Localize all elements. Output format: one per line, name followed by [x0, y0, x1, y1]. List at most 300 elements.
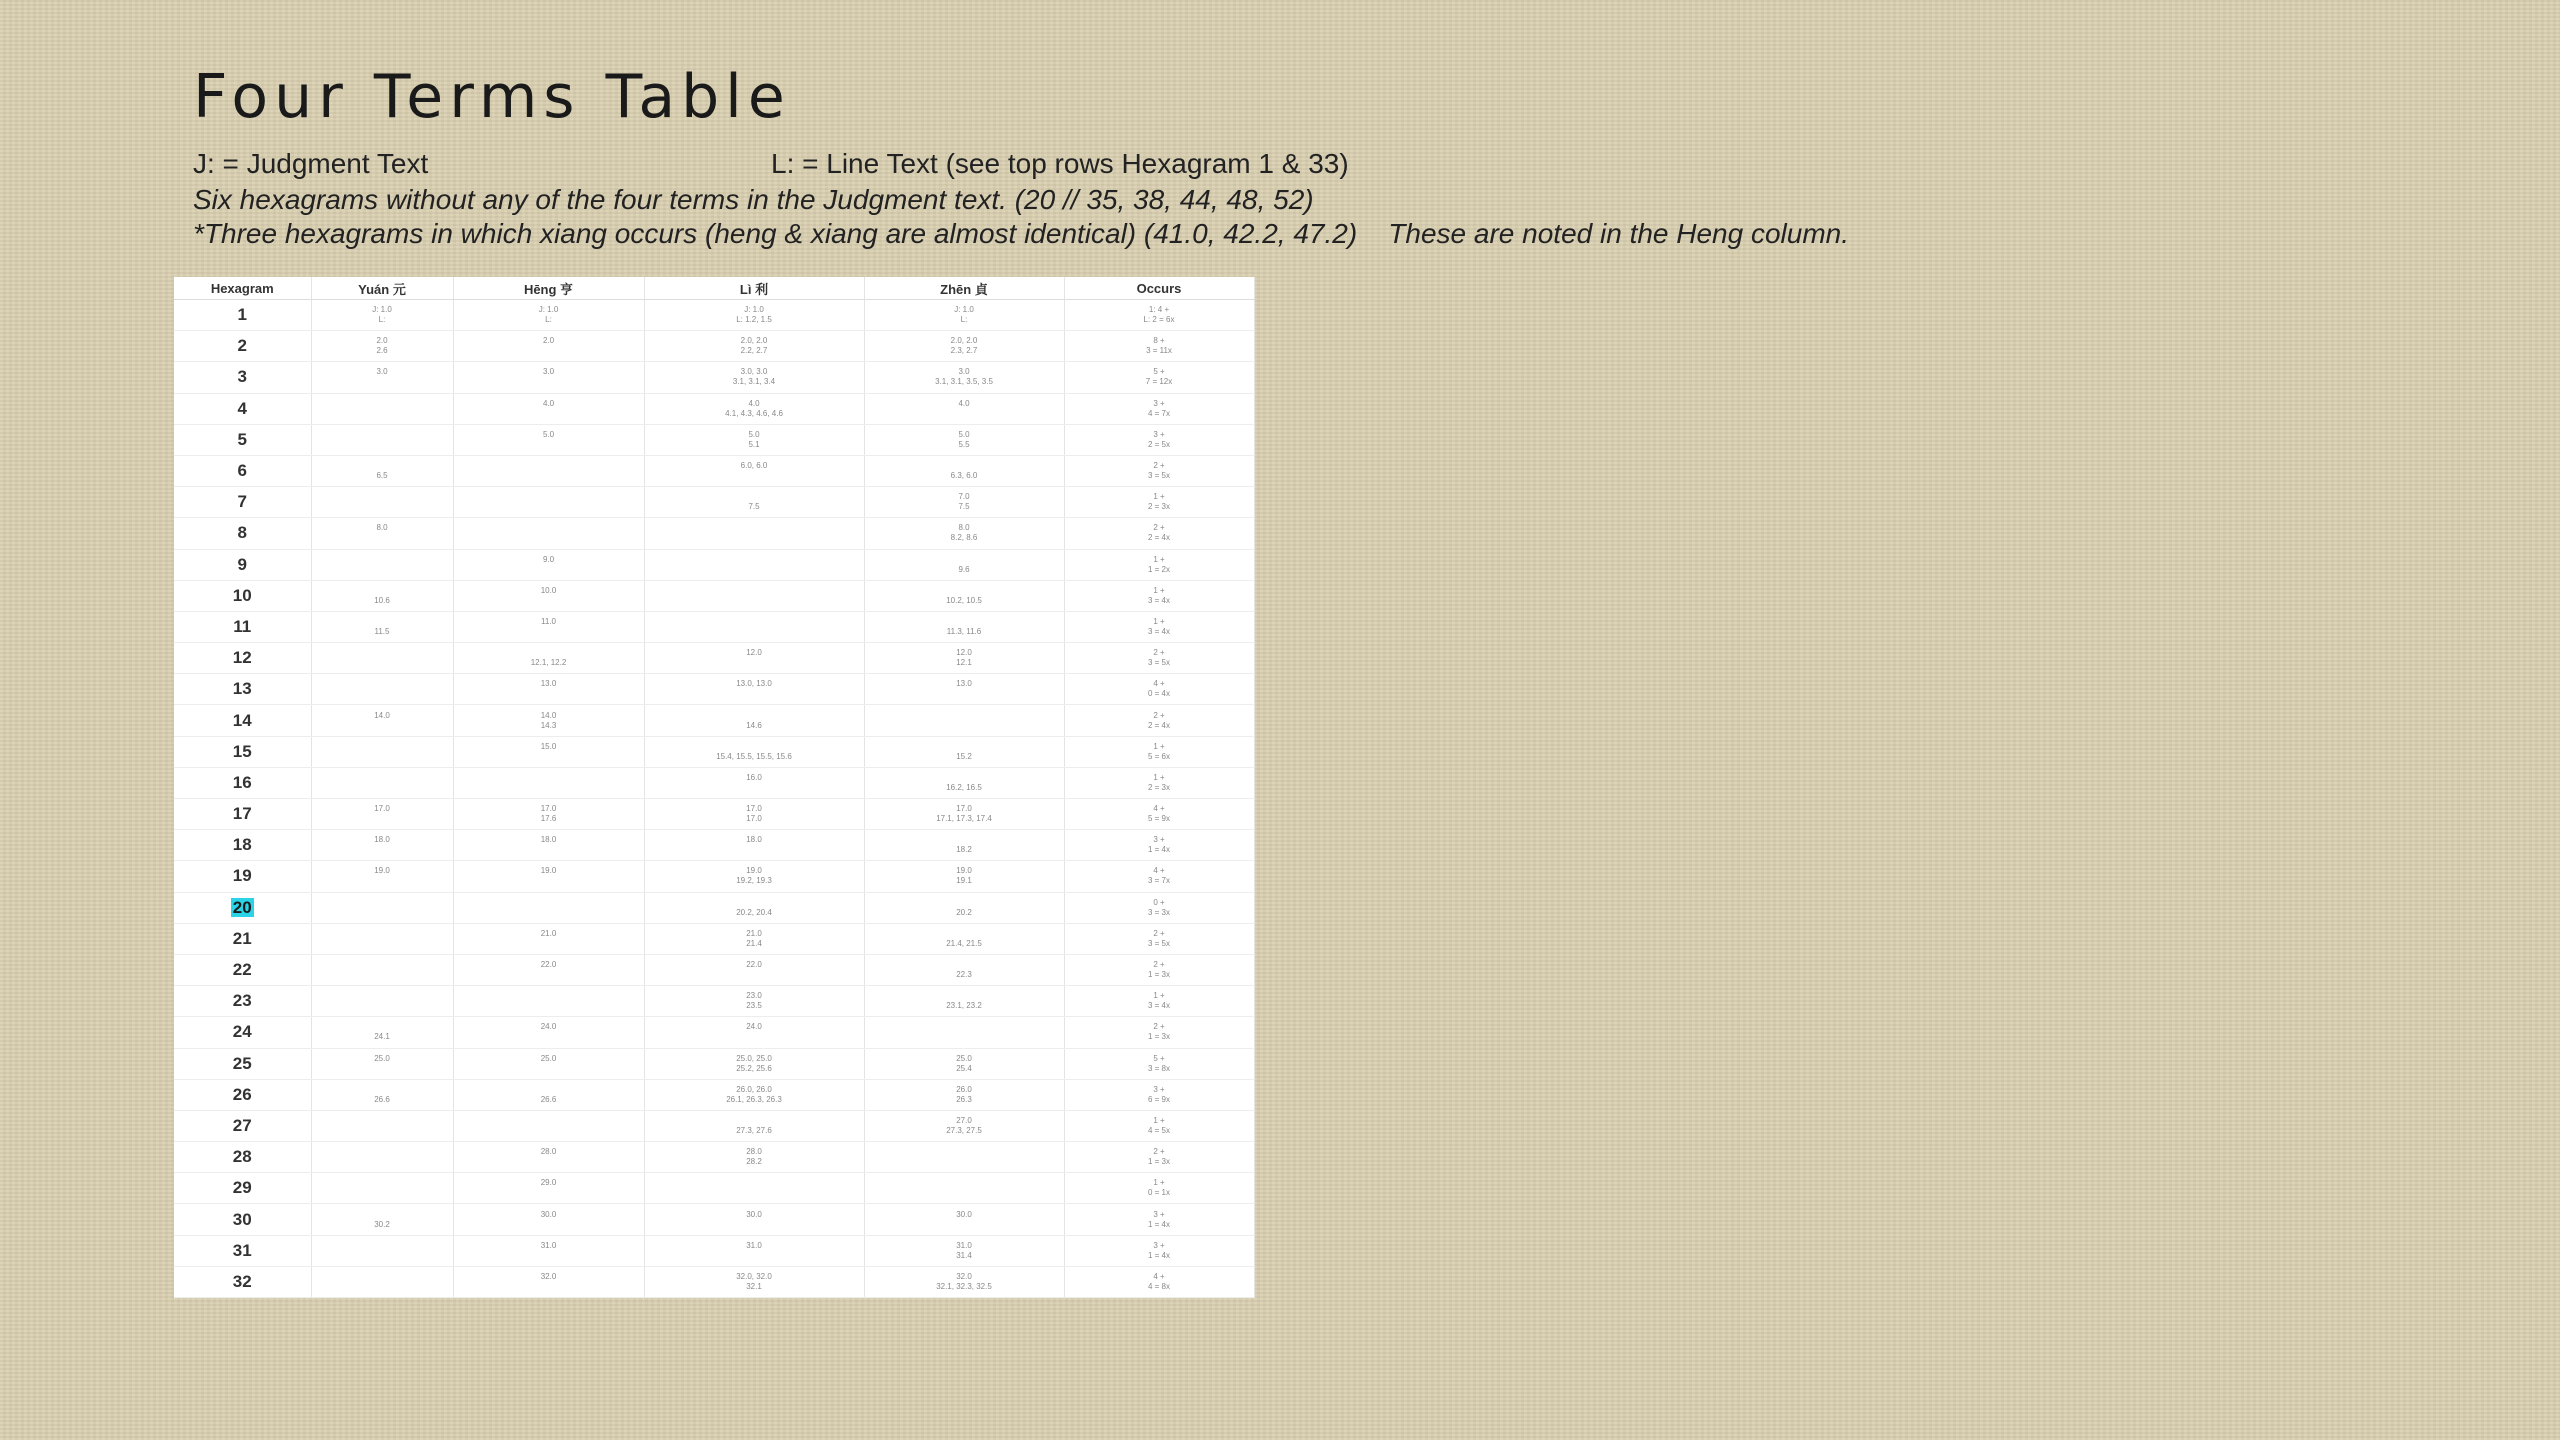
- li-judgment-ref: 21.0: [746, 928, 762, 938]
- table-row: [174, 736, 1254, 767]
- occurs-line-ref: 5 = 9x: [1147, 814, 1170, 824]
- heng-cell: [453, 487, 644, 518]
- hexagram-number-cell: [174, 736, 311, 767]
- hexagram-number-cell: [174, 986, 311, 1017]
- hexagram-number: 10: [232, 585, 252, 605]
- column-header-hexagram: Hexagram: [174, 277, 311, 300]
- yuan-cell: [311, 611, 453, 642]
- table-row: [174, 518, 1254, 549]
- occurs-judgment-ref: 3 +: [1153, 1084, 1165, 1094]
- yuan-judgment-ref: J: 1.0: [372, 305, 392, 315]
- zhen-cell: [864, 393, 1064, 424]
- yuan-cell: [311, 518, 453, 549]
- table-row: [174, 986, 1254, 1017]
- heng-cell: [453, 580, 644, 611]
- hexagram-number-cell: [174, 1173, 311, 1204]
- hexagram-number: 19: [232, 866, 252, 886]
- occurs-judgment-ref: 2 +: [1153, 648, 1165, 658]
- occurs-cell: [1064, 611, 1254, 642]
- li-cell: [644, 1266, 864, 1297]
- li-cell: [644, 331, 864, 362]
- heng-cell: [453, 1079, 644, 1110]
- li-judgment-ref: 31.0: [746, 1240, 762, 1250]
- zhen-line-ref: 2.3, 2.7: [950, 346, 978, 356]
- heng-cell: [453, 830, 644, 861]
- yuan-judgment-ref: 2.0: [376, 336, 388, 346]
- yuan-cell: [311, 767, 453, 798]
- heng-cell: [453, 611, 644, 642]
- yuan-cell: [311, 393, 453, 424]
- table-row: [174, 331, 1254, 362]
- table-row: [174, 549, 1254, 580]
- four-terms-table-panel: [174, 277, 1254, 1298]
- li-line-ref: 15.4, 15.5, 15.5, 15.6: [716, 751, 792, 761]
- hexagram-number-cell: [174, 362, 311, 393]
- occurs-judgment-ref: 2 +: [1153, 928, 1165, 938]
- yuan-cell: [311, 799, 453, 830]
- occurs-line-ref: 3 = 4x: [1147, 626, 1170, 636]
- occurs-judgment-ref: 2 +: [1153, 523, 1165, 533]
- zhen-judgment-ref: 25.0: [956, 1053, 972, 1063]
- heng-judgment-ref: 31.0: [540, 1240, 557, 1250]
- yuan-cell: [311, 1142, 453, 1173]
- occurs-judgment-ref: 4 +: [1153, 804, 1165, 814]
- occurs-judgment-ref: 0 +: [1153, 897, 1165, 907]
- heng-judgment-ref: 29.0: [540, 1178, 557, 1188]
- heng-cell: [453, 1110, 644, 1141]
- column-header-occurs: Occurs: [1064, 277, 1254, 300]
- occurs-line-ref: 7 = 12x: [1145, 377, 1173, 387]
- li-line-ref: 4.1, 4.3, 4.6, 4.6: [725, 408, 783, 418]
- heng-cell: [453, 954, 644, 985]
- li-line-ref: 20.2, 20.4: [736, 907, 772, 917]
- heng-judgment-ref: 11.0: [541, 616, 556, 626]
- zhen-line-ref: 6.3, 6.0: [950, 471, 978, 481]
- column-header-yuan: Yuán 元: [311, 277, 453, 300]
- heng-judgment-ref: J: 1.0: [538, 305, 559, 315]
- heng-cell: [453, 455, 644, 486]
- table-row: [174, 455, 1254, 486]
- occurs-judgment-ref: 5 +: [1153, 1053, 1165, 1063]
- xiang-note-italic: *Three hexagrams in which xiang occurs (heng & xiang are almost identical) (41.0, 42.2, 47.2): [193, 218, 1358, 249]
- zhen-line-ref: 32.1, 32.3, 32.5: [936, 1281, 992, 1291]
- heng-judgment-ref: 28.0: [540, 1147, 557, 1157]
- zhen-cell: [864, 736, 1064, 767]
- zhen-cell: [864, 1235, 1064, 1266]
- li-cell: [644, 1204, 864, 1235]
- yuan-cell: [311, 986, 453, 1017]
- zhen-cell: [864, 424, 1064, 455]
- occurs-judgment-ref: 4 +: [1153, 866, 1165, 876]
- zhen-line-ref: 9.6: [958, 564, 970, 574]
- li-judgment-ref: 13.0, 13.0: [736, 679, 772, 689]
- occurs-judgment-ref: 1 +: [1153, 585, 1165, 595]
- occurs-cell: [1064, 455, 1254, 486]
- heng-cell: [453, 736, 644, 767]
- zhen-line-ref: 15.2: [956, 751, 972, 761]
- yuan-line-ref: 6.5: [376, 471, 388, 481]
- hexagram-number: 20: [232, 897, 252, 917]
- li-cell: [644, 455, 864, 486]
- heng-judgment-ref: 2.0: [542, 336, 555, 346]
- zhen-line-ref: 25.4: [956, 1063, 972, 1073]
- occurs-line-ref: 3 = 5x: [1147, 471, 1170, 481]
- hexagram-number-cell: [174, 424, 311, 455]
- yuan-judgment-ref: 14.0: [374, 710, 390, 720]
- table-row: [174, 1110, 1254, 1141]
- hexagram-number: 14: [232, 710, 252, 730]
- table-row: [174, 954, 1254, 985]
- zhen-cell: [864, 1079, 1064, 1110]
- hexagram-number: 30: [232, 1209, 252, 1229]
- hexagram-number-cell: [174, 923, 311, 954]
- li-cell: [644, 1142, 864, 1173]
- occurs-cell: [1064, 1048, 1254, 1079]
- li-line-ref: 25.2, 25.6: [736, 1063, 772, 1073]
- occurs-cell: [1064, 830, 1254, 861]
- yuan-cell: [311, 549, 453, 580]
- occurs-line-ref: 2 = 5x: [1147, 439, 1170, 449]
- li-cell: [644, 892, 864, 923]
- li-cell: [644, 861, 864, 892]
- zhen-cell: [864, 362, 1064, 393]
- heng-cell: [453, 767, 644, 798]
- line-definition: L: = Line Text (see top rows Hexagram 1 & 33): [771, 148, 1349, 179]
- zhen-line-ref: 3.1, 3.1, 3.5, 3.5: [935, 377, 993, 387]
- heng-cell: [453, 1017, 644, 1048]
- occurs-line-ref: 3 = 7x: [1147, 876, 1170, 886]
- hexagram-number-cell: [174, 393, 311, 424]
- heng-cell: [453, 986, 644, 1017]
- heng-judgment-ref: 9.0: [542, 554, 555, 564]
- zhen-cell: [864, 455, 1064, 486]
- column-header-heng: Hēng 亨: [453, 277, 644, 300]
- li-cell: [644, 487, 864, 518]
- zhen-line-ref: 26.3: [956, 1094, 972, 1104]
- li-cell: [644, 393, 864, 424]
- occurs-cell: [1064, 705, 1254, 736]
- li-cell: [644, 643, 864, 674]
- occurs-line-ref: 2 = 3x: [1147, 502, 1170, 512]
- occurs-cell: [1064, 767, 1254, 798]
- heng-judgment-ref: 21.0: [540, 928, 557, 938]
- hexagram-number-cell: [174, 611, 311, 642]
- zhen-judgment-ref: 13.0: [956, 679, 972, 689]
- heng-cell: [453, 362, 644, 393]
- yuan-cell: [311, 331, 453, 362]
- zhen-judgment-ref: 27.0: [956, 1115, 972, 1125]
- zhen-cell: [864, 799, 1064, 830]
- yuan-cell: [311, 300, 453, 331]
- zhen-judgment-ref: 5.0: [958, 429, 970, 439]
- zhen-judgment-ref: J: 1.0: [954, 305, 974, 315]
- occurs-judgment-ref: 1: 4 +: [1148, 305, 1170, 315]
- li-judgment-ref: 2.0, 2.0: [740, 336, 768, 346]
- yuan-cell: [311, 580, 453, 611]
- hexagram-number-cell: [174, 549, 311, 580]
- judgment-definition: J: = Judgment Text: [193, 148, 429, 179]
- heng-cell: [453, 1235, 644, 1266]
- hexagram-number-cell: [174, 1079, 311, 1110]
- hexagram-number: 9: [237, 554, 247, 574]
- heng-judgment-ref: 10.0: [540, 585, 557, 595]
- yuan-cell: [311, 1204, 453, 1235]
- li-cell: [644, 580, 864, 611]
- li-judgment-ref: 5.0: [748, 429, 760, 439]
- heng-cell: [453, 300, 644, 331]
- table-row: [174, 1017, 1254, 1048]
- li-line-ref: 28.2: [746, 1157, 762, 1167]
- zhen-cell: [864, 518, 1064, 549]
- occurs-judgment-ref: 3 +: [1153, 398, 1165, 408]
- zhen-cell: [864, 954, 1064, 985]
- occurs-judgment-ref: 3 +: [1153, 429, 1165, 439]
- occurs-line-ref: 3 = 8x: [1147, 1063, 1170, 1073]
- occurs-cell: [1064, 1173, 1254, 1204]
- li-judgment-ref: 3.0, 3.0: [740, 367, 768, 377]
- occurs-line-ref: 3 = 5x: [1147, 658, 1170, 668]
- li-cell: [644, 518, 864, 549]
- zhen-line-ref: 8.2, 8.6: [950, 533, 978, 543]
- occurs-line-ref: 4 = 7x: [1147, 408, 1170, 418]
- table-body: [174, 300, 1254, 1298]
- hexagram-number-cell: [174, 1266, 311, 1297]
- heng-cell: [453, 923, 644, 954]
- hexagram-number: 11: [233, 616, 252, 636]
- hexagram-number: 13: [232, 679, 252, 699]
- occurs-line-ref: 1 = 4x: [1147, 1219, 1170, 1229]
- heng-judgment-ref: 3.0: [542, 367, 555, 377]
- yuan-line-ref: 24.1: [374, 1032, 390, 1042]
- table-row: [174, 1079, 1254, 1110]
- li-line-ref: 21.4: [746, 938, 762, 948]
- occurs-judgment-ref: 8 +: [1153, 336, 1165, 346]
- li-cell: [644, 736, 864, 767]
- li-judgment-ref: 6.0, 6.0: [740, 461, 768, 471]
- zhen-cell: [864, 923, 1064, 954]
- hexagram-number: 16: [232, 772, 252, 792]
- li-judgment-ref: 22.0: [746, 960, 762, 970]
- hexagram-number: 22: [232, 960, 252, 980]
- zhen-line-ref: 20.2: [956, 907, 972, 917]
- heng-line-ref: 14.3: [540, 720, 557, 730]
- heng-judgment-ref: 5.0: [542, 429, 555, 439]
- heng-line-ref: 26.6: [540, 1094, 557, 1104]
- hexagram-number: 12: [232, 648, 252, 668]
- yuan-cell: [311, 830, 453, 861]
- page-title: Four Terms Table: [193, 62, 791, 132]
- heng-cell: [453, 861, 644, 892]
- yuan-cell: [311, 892, 453, 923]
- li-line-ref: L: 1.2, 1.5: [736, 315, 772, 325]
- column-header-li: Lì 利: [644, 277, 864, 300]
- occurs-cell: [1064, 580, 1254, 611]
- occurs-judgment-ref: 1 +: [1153, 616, 1165, 626]
- table-row: [174, 487, 1254, 518]
- occurs-cell: [1064, 1204, 1254, 1235]
- occurs-cell: [1064, 799, 1254, 830]
- zhen-line-ref: 7.5: [958, 502, 970, 512]
- heng-judgment-ref: 19.0: [540, 866, 557, 876]
- yuan-cell: [311, 1235, 453, 1266]
- li-line-ref: 23.5: [746, 1001, 762, 1011]
- li-cell: [644, 954, 864, 985]
- occurs-cell: [1064, 892, 1254, 923]
- table-row: [174, 580, 1254, 611]
- yuan-cell: [311, 424, 453, 455]
- li-line-ref: 7.5: [748, 502, 760, 512]
- yuan-cell: [311, 1110, 453, 1141]
- occurs-judgment-ref: 3 +: [1153, 1209, 1165, 1219]
- hexagram-number: 15: [232, 741, 252, 761]
- hexagram-number: 8: [237, 523, 247, 543]
- table-row: [174, 830, 1254, 861]
- yuan-cell: [311, 674, 453, 705]
- heng-judgment-ref: 25.0: [540, 1053, 557, 1063]
- zhen-line-ref: 21.4, 21.5: [946, 938, 982, 948]
- zhen-cell: [864, 1017, 1064, 1048]
- occurs-cell: [1064, 986, 1254, 1017]
- yuan-cell: [311, 861, 453, 892]
- occurs-line-ref: 1 = 3x: [1147, 1032, 1170, 1042]
- column-header-zhen: Zhēn 貞: [864, 277, 1064, 300]
- zhen-cell: [864, 300, 1064, 331]
- occurs-judgment-ref: 4 +: [1153, 1271, 1165, 1281]
- hexagram-number-cell: [174, 1142, 311, 1173]
- zhen-line-ref: 22.3: [956, 970, 972, 980]
- li-cell: [644, 705, 864, 736]
- occurs-judgment-ref: 1 +: [1153, 772, 1165, 782]
- zhen-line-ref: 5.5: [958, 439, 970, 449]
- li-cell: [644, 1235, 864, 1266]
- li-cell: [644, 362, 864, 393]
- yuan-cell: [311, 954, 453, 985]
- zhen-line-ref: 31.4: [956, 1250, 972, 1260]
- li-cell: [644, 830, 864, 861]
- occurs-judgment-ref: 3 +: [1153, 835, 1165, 845]
- zhen-line-ref: 18.2: [956, 845, 972, 855]
- zhen-line-ref: 10.2, 10.5: [946, 595, 982, 605]
- heng-judgment-ref: 18.0: [540, 835, 557, 845]
- zhen-line-ref: 16.2, 16.5: [946, 782, 982, 792]
- occurs-line-ref: 1 = 4x: [1147, 845, 1170, 855]
- li-judgment-ref: 12.0: [746, 648, 762, 658]
- yuan-line-ref: 2.6: [376, 346, 388, 356]
- occurs-line-ref: 0 = 4x: [1147, 689, 1170, 699]
- heng-cell: [453, 1048, 644, 1079]
- occurs-judgment-ref: 1 +: [1153, 741, 1165, 751]
- hexagram-number: 6: [237, 461, 247, 481]
- heng-cell: [453, 1266, 644, 1297]
- hexagram-number: 5: [237, 429, 247, 449]
- hexagram-number-cell: [174, 580, 311, 611]
- table-row: [174, 1204, 1254, 1235]
- hexagram-number-cell: [174, 1048, 311, 1079]
- hexagram-number: 27: [232, 1115, 252, 1135]
- occurs-line-ref: 3 = 11x: [1146, 346, 1172, 356]
- hexagram-number-cell: [174, 518, 311, 549]
- hexagram-number: 31: [232, 1240, 252, 1260]
- occurs-judgment-ref: 1 +: [1153, 554, 1165, 564]
- li-judgment-ref: 26.0, 26.0: [736, 1084, 772, 1094]
- zhen-cell: [864, 487, 1064, 518]
- hexagram-number-cell: [174, 767, 311, 798]
- zhen-cell: [864, 331, 1064, 362]
- heng-cell: [453, 705, 644, 736]
- heng-judgment-ref: 15.0: [540, 741, 557, 751]
- occurs-judgment-ref: 2 +: [1153, 710, 1165, 720]
- occurs-line-ref: 5 = 6x: [1147, 751, 1170, 761]
- occurs-cell: [1064, 549, 1254, 580]
- hexagram-number-cell: [174, 487, 311, 518]
- zhen-cell: [864, 643, 1064, 674]
- yuan-cell: [311, 1266, 453, 1297]
- zhen-cell: [864, 1204, 1064, 1235]
- occurs-line-ref: 2 = 3x: [1147, 782, 1170, 792]
- li-cell: [644, 300, 864, 331]
- table-row: [174, 393, 1254, 424]
- occurs-cell: [1064, 674, 1254, 705]
- occurs-cell: [1064, 736, 1254, 767]
- li-line-ref: 2.2, 2.7: [740, 346, 768, 356]
- yuan-cell: [311, 487, 453, 518]
- hexagram-number: 17: [232, 804, 252, 824]
- zhen-line-ref: 27.3, 27.5: [946, 1125, 982, 1135]
- table-row: [174, 705, 1254, 736]
- occurs-judgment-ref: 1 +: [1153, 1178, 1165, 1188]
- table-header-row: [174, 277, 1254, 300]
- heng-line-ref: 17.6: [540, 814, 557, 824]
- hexagram-number-cell: [174, 643, 311, 674]
- li-judgment-ref: 19.0: [746, 866, 762, 876]
- occurs-line-ref: L: 2 = 6x: [1143, 315, 1175, 325]
- li-cell: [644, 799, 864, 830]
- li-cell: [644, 424, 864, 455]
- yuan-cell: [311, 1048, 453, 1079]
- li-cell: [644, 549, 864, 580]
- heng-line-ref: 12.1, 12.2: [530, 658, 567, 668]
- yuan-judgment-ref: 17.0: [374, 804, 390, 814]
- li-cell: [644, 611, 864, 642]
- occurs-judgment-ref: 1 +: [1153, 492, 1165, 502]
- occurs-cell: [1064, 300, 1254, 331]
- zhen-line-ref: 11.3, 11.6: [946, 626, 982, 636]
- occurs-line-ref: 3 = 4x: [1147, 595, 1170, 605]
- li-cell: [644, 1079, 864, 1110]
- occurs-line-ref: 3 = 3x: [1147, 907, 1170, 917]
- heng-cell: [453, 1173, 644, 1204]
- occurs-line-ref: 6 = 9x: [1147, 1094, 1170, 1104]
- zhen-line-ref: 12.1: [956, 658, 972, 668]
- yuan-cell: [311, 1079, 453, 1110]
- table-row: [174, 1048, 1254, 1079]
- li-cell: [644, 986, 864, 1017]
- zhen-cell: [864, 1048, 1064, 1079]
- yuan-cell: [311, 362, 453, 393]
- hexagram-number: 23: [232, 991, 252, 1011]
- li-line-ref: 26.1, 26.3, 26.3: [726, 1094, 782, 1104]
- zhen-judgment-ref: 3.0: [958, 367, 970, 377]
- heng-judgment-ref: 17.0: [540, 804, 557, 814]
- li-judgment-ref: 32.0, 32.0: [736, 1271, 772, 1281]
- yuan-judgment-ref: 3.0: [376, 367, 388, 377]
- yuan-judgment-ref: 25.0: [374, 1053, 390, 1063]
- occurs-line-ref: 0 = 1x: [1147, 1188, 1170, 1198]
- hexagram-number-cell: [174, 1017, 311, 1048]
- occurs-cell: [1064, 643, 1254, 674]
- li-judgment-ref: 17.0: [746, 804, 762, 814]
- occurs-line-ref: 1 = 3x: [1147, 970, 1170, 980]
